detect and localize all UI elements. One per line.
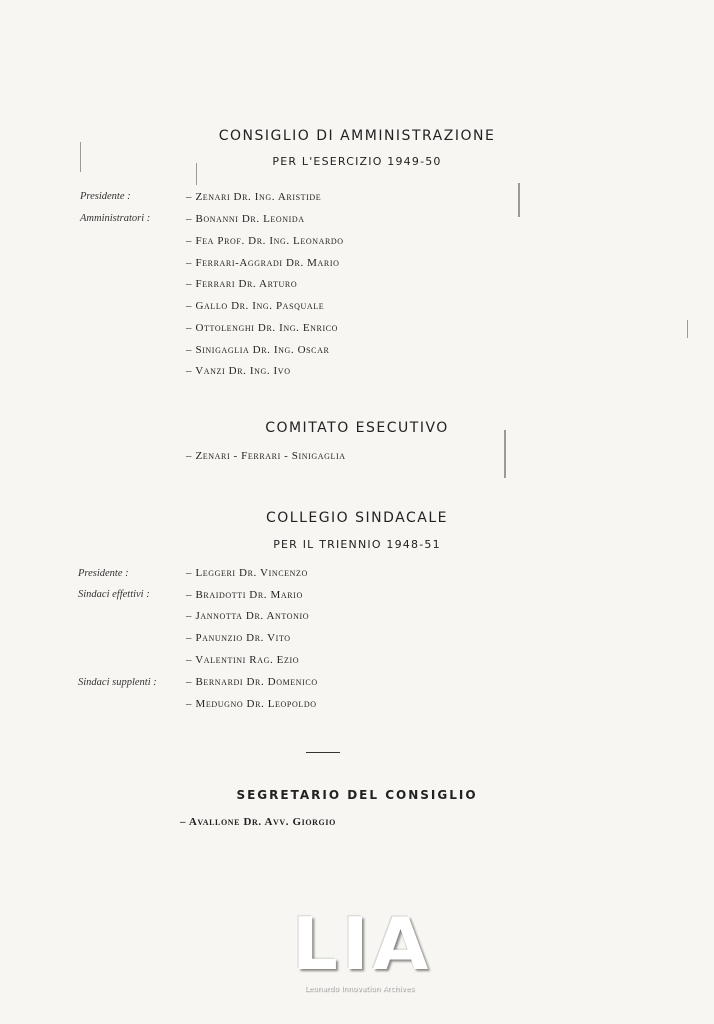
member-name: – Bernardi Dr. Domenico xyxy=(186,676,318,688)
member-name: – Leggeri Dr. Vincenzo xyxy=(186,567,308,579)
role-amministratori: Amministratori : xyxy=(80,213,151,224)
member-name: – Medugno Dr. Leopoldo xyxy=(186,698,317,710)
scan-mark xyxy=(504,430,506,478)
role-sindaci-effettivi: Sindaci effettivi : xyxy=(78,589,150,600)
member-name: – Ottolenghi Dr. Ing. Enrico xyxy=(186,322,339,334)
collegio-title: COLLEGIO SINDACALE xyxy=(265,510,449,526)
consiglio-title: CONSIGLIO DI AMMINISTRAZIONE xyxy=(218,128,496,144)
member-name: – Jannotta Dr. Antonio xyxy=(186,610,310,622)
member-name: – Avallone Dr. Avv. Giorgio xyxy=(180,816,336,828)
role-presidente: Presidente : xyxy=(80,191,131,202)
consiglio-subtitle: PER L'ESERCIZIO 1949-50 xyxy=(272,155,442,168)
scan-mark xyxy=(687,320,688,338)
member-name: – Zenari Dr. Ing. Aristide xyxy=(186,191,322,203)
collegio-subtitle: PER IL TRIENNIO 1948-51 xyxy=(273,538,441,551)
section-divider xyxy=(306,752,340,753)
comitato-title: COMITATO ESECUTIVO xyxy=(265,420,449,436)
logo-text: LIA xyxy=(292,902,433,986)
scan-mark xyxy=(518,183,520,217)
role-sindaci-supplenti: Sindaci supplenti : xyxy=(78,677,157,688)
member-name: – Ferrari-Aggradi Dr. Mario xyxy=(186,257,340,269)
member-name: – Vanzi Dr. Ing. Ivo xyxy=(186,365,291,377)
member-name: – Gallo Dr. Ing. Pasquale xyxy=(186,300,325,312)
role-presidente: Presidente : xyxy=(78,568,129,579)
lia-watermark-logo xyxy=(292,902,433,995)
logo-tagline: Leonardo Innovation Archives xyxy=(304,985,415,993)
member-name: – Sinigaglia Dr. Ing. Oscar xyxy=(186,344,330,356)
member-name: – Valentini Rag. Ezio xyxy=(186,654,300,666)
member-name: – Braidotti Dr. Mario xyxy=(186,589,303,601)
segretario-title: SEGRETARIO DEL CONSIGLIO xyxy=(236,788,478,802)
member-name: – Fea Prof. Dr. Ing. Leonardo xyxy=(186,235,344,247)
member-name: – Zenari - Ferrari - Sinigaglia xyxy=(186,450,346,462)
member-name: – Panunzio Dr. Vito xyxy=(186,632,291,644)
member-name: – Bonanni Dr. Leonida xyxy=(186,213,305,225)
member-name: – Ferrari Dr. Arturo xyxy=(186,278,298,290)
